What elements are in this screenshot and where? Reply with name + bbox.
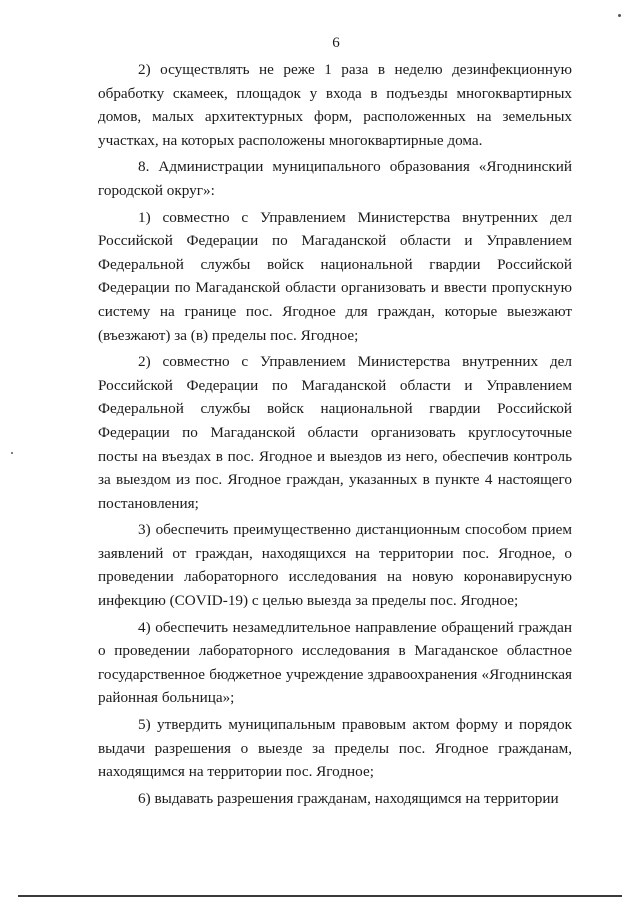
paragraph-item-6-issue-permits: 6) выдавать разрешения гражданам, находящимся на территории <box>138 789 559 807</box>
document-body <box>98 58 572 813</box>
paragraph-item-1-checkpoint-system: 1) совместно с Управлением Министерства внутренних дел Российской Федерации по Магаданской области и Управлением Федеральной службы войск национальной гвардии Российской Федерации по Магаданской области организовать и ввести пропускную систему на границе пос. Ягодное для граждан, которые выезжают (въезжают) за (в) пределы пос. Ягодное; <box>98 208 572 344</box>
paragraph-item-2-round-the-clock-posts: 2) совместно с Управлением Министерства внутренних дел Российской Федерации по Магаданской области и Управлением Федеральной службы войск национальной гвардии Российской Федерации по Магаданской области организовать круглосуточные посты на въездах в пос. Ягодное и выездов из него, обеспечив контроль за выездом из пос. Ягодное граждан, указанных в пункте 4 настоящего постановления; <box>98 353 572 512</box>
scan-edge-line <box>18 895 622 897</box>
paragraph-item-2-disinfection: 2) осуществлять не реже 1 раза в неделю дезинфекционную обработку скамеек, площадок у входа в подъезды многоквартирных домов, малых архитектурных форм, расположенных на земельных участках, на которых расположены многоквартирные дома. <box>98 61 572 149</box>
scan-speck <box>618 14 621 17</box>
paragraph-item-5-exit-permit-form: 5) утвердить муниципальным правовым актом форму и порядок выдачи разрешения о выезде за пределы пос. Ягодное гражданам, находящимся на территории пос. Ягодное; <box>98 716 572 781</box>
paragraph-item-3-remote-applications: 3) обеспечить преимущественно дистанционным способом прием заявлений от граждан, находящихся на территории пос. Ягодное, о проведении лабораторного исследования на новую коронавирусную инфекцию (COVID-19) с целью выезда за пределы пос. Ягодное; <box>98 521 572 610</box>
scan-speck <box>11 452 13 454</box>
paragraph-item-4-referral-to-hospital: 4) обеспечить незамедлительное направление обращений граждан о проведении лабораторного исследования в Магаданское областное государственное бюджетное учреждение здравоохранения «Ягоднинская районная больница»; <box>98 618 572 707</box>
paragraph-section-8-heading: 8. Администрации муниципального образования «Ягоднинский городской округ»: <box>98 158 572 199</box>
page-number: 6 <box>332 35 340 51</box>
